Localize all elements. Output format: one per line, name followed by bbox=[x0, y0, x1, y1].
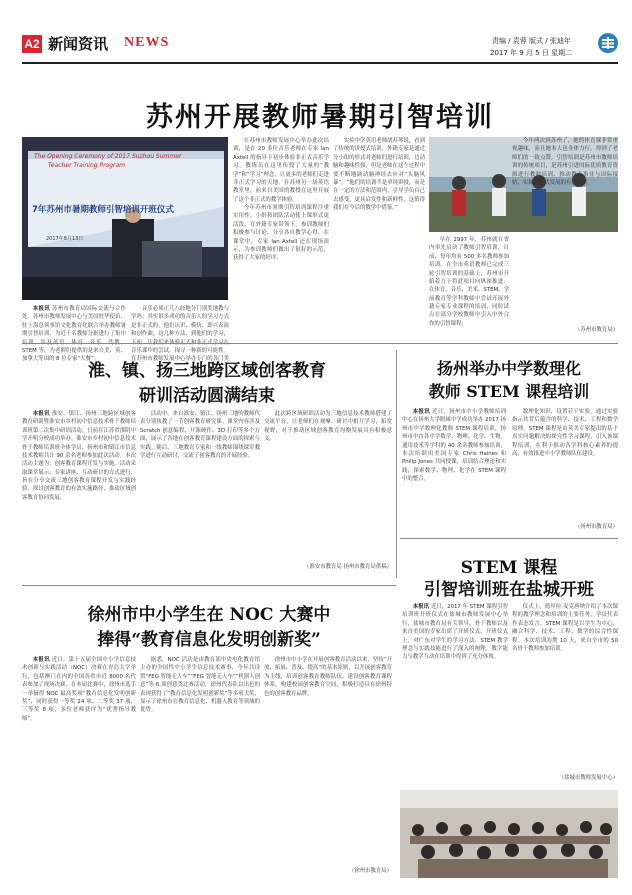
story4-title-line1: STEM 课程 bbox=[460, 558, 558, 578]
photo-banner-en2: Teacher Training Program bbox=[48, 162, 126, 169]
story4-lead: 本报讯 bbox=[412, 604, 430, 610]
story1-rule bbox=[22, 343, 618, 344]
page-number-badge: A2 bbox=[22, 35, 42, 53]
story5-col2: 据悉，NOC 活动是由教育部中央电化教育馆主办的全国性中小学生信息技术赛事，今年共设置“FEG 智能无人车”“FEG 智能无人车”“机器人创意”等 6 项创意类比赛活动，徐州代表队以出色的表现获得了“教育信息化发明创新奖”等多项大奖，显示了徐州市在教育信息化、机器人教育等领域的优势。 bbox=[140, 657, 260, 714]
story4-source: （盐城市教师发展中心） bbox=[558, 775, 618, 781]
story1-col4: 实验中学英语老师胡苏琴说，看到了传统的讲授式培训，外籍专家是通过分小组的形式对老师们进行培训，边动脑和趣味性强，但是老师在这个过程中要不断地调动脑神经去应对“头脑风暴”。“他们的培训不是单纯讲授，而是在一定的方法和范围内，引导学员自己去感受，更具启发性和新鲜性，这值得我们在今后的教学中借鉴。” bbox=[333, 138, 425, 211]
story4-photo bbox=[400, 790, 618, 878]
story4-title-line2: 引智培训班在盐城开班 bbox=[424, 580, 594, 600]
story1-col2: 音乐必须正儿八经地分门别类地教与学吗；其实很多成功的音乐人的学习方式是非正式的，他们认识、模仿、即兴表演和创作曲，这几种方法，到他们的学习， 音乐课中的尝试，探寻一种新的可能性。在苏州市教师发展中心举办专门的各门类 bbox=[131, 306, 229, 363]
story2-col2: 活动中，来自淮安、镇江、扬州三地的教师代表分别执教了一节创客教育研究课。课堂内容涉及 Scratch 创意编程、开源硬件、3D 打印等多个方面，展示了各地在创客教育课程建设方面的探索与实践。随后，三地教育专家和一线教师围绕课堂教学进行互动研讨，交流了创客教育的开展经验。 bbox=[140, 411, 260, 459]
story1-col3: 在苏州市教师发展中心举办此次培训，是在 20 多位音乐老师在专家 Ian Axtell 的指导下初步体验非正式音乐学习。教练员在这里传授了大量的“教学”和“学习”理念，让更多的老师们走进非正式学习的天地。在苏州另一场英语教室里，前来自美国的教授在这里开展了这个非正式的教学体验。 今年苏州市暑期引智培训课程注重实用性，小组和团队活动使上课形式更活泼，在外籍专家带领下，参训教师们积极参与讨论，分享各自教学心得。在课堂中，专家 Ian Axtell 还在现场演示，为参训教师们做出了很好的示范，获得了大家的好评。 bbox=[233, 138, 329, 262]
story5-rule bbox=[22, 585, 396, 586]
story2-lead: 本报讯 bbox=[32, 411, 50, 417]
story2-source: （淮安市教育局 扬州市教育局供稿） bbox=[304, 564, 392, 570]
story3-col2: 数理化知识，设置若干实验，通过实验指示其背后蕴含的科学、技术、工程和数学原理。STEM 课程是由英美专家提出的基于真实问题解决的探究性学习课程，引入该课程培训，在利于推动各学科核心素养的提高，有效推进中小学教师队伍建设。 bbox=[512, 409, 618, 457]
story5-col3: 徐州市中小学在开展创客教育活动以来，坚持“开放、拓展、普及、提高”的基本原则，以开展创客教育为主线，培训创客教育教师队伍，建设创客教育课程体系，构建校园创客教育空间，积极打造具有徐州特色的创客教育品牌。 bbox=[264, 657, 392, 697]
editor-line: 责编 / 袁蓉 版式 / 张迪年 bbox=[492, 37, 571, 45]
story2-col1: 本报讯 淮安、镇江、扬州三地跨区域创客教育研训暨淮安市乡村初中信息技术骨干教师培训班第二次集中研训活动，日前在江苏省淮阴中学开明分校成功举办。淮安市乡村初中信息技术骨干教师培训班全体学员、扬州市和镇江市信息技术教师共计 90 余名老师参加此次活动。本次活动主题为：创客教育课程开发与实施。活动采取课堂展示、专家讲座、互动研讨的方式进行，旨在分享交流三地创客教育课程开发与实践经验，探讨创客教育的有效实施路径，推动区域创客教育协同发展。 bbox=[22, 411, 136, 501]
newspaper-logo-icon bbox=[598, 33, 618, 53]
section-title-en: NEWS bbox=[124, 35, 170, 50]
date-line: 2017 年 9 月 5 日 星期二 bbox=[490, 49, 573, 57]
photo-banner-cn: 7年苏州市暑期教师引智培训开班仪式 bbox=[32, 205, 174, 215]
story2-title-line2: 研训活动圆满结束 bbox=[139, 386, 275, 406]
story1-col6: 今年两次到苏州了，她的体育课非常重视趣味，而且她本人也身体力行，得到了老师们的一致点赞。引智培训是苏州市教师培训的传统项目，是苏州引进国际优质教育资源进行教师培训、推动教育事业与国际接轨、实现跨越式发展的有效探索。 bbox=[512, 138, 618, 186]
story4-col2: 仪式上，德岸拉·麦克唐纳介绍了本次课程的教学理念和培训的主要任务，学员代表作表态发言。STEM 课程是以学生为中心，融合科学、技术、工程、数学的综合性课程。本次培训为期 10 天，来自全市的 50 名骨干教师参加培训。 bbox=[512, 604, 618, 652]
story1-lead: 本报讯 bbox=[32, 306, 50, 312]
story3-col1: 本报讯 近日，扬州市中小学教师培训中心在扬州大学附属中学成功举办 2017 扬州市中学数理化教师 STEM 课程培训，扬州市中直各中学数学、物理、化学、生物、通用技术等学科的 40 余名教师参加培训，本次培训由美国专家 Chris Haines 和 Philip Jones 共同授课，培训结合理论和实践，探索数学、物理、化学在 STEM 课程中的整合。 bbox=[402, 409, 506, 482]
story5-title-line2: 捧得“教育信息化发明创新奖” bbox=[97, 630, 321, 650]
story3-lead: 本报讯 bbox=[412, 409, 430, 415]
story5-source: （徐州市教育局） bbox=[348, 868, 392, 874]
story3-title-line2: 教师 STEM 课程培训 bbox=[428, 382, 590, 401]
photo-banner-en1: The Opening Ceremony of 2017 Suzhou Summer bbox=[34, 153, 182, 160]
story2-col3: 此次跨区域研训活动为三地信息技术教师搭建了交流平台，让老师们在观摩、研讨中相互学习，拓宽视野，对于推动区域创客教育均衡发展具有积极意义。 bbox=[264, 411, 392, 443]
story4-col1: 本报讯 近日，2017 年 STEM 课程引智培训班开班仪式在盐城市教师发展中心举行，盐城市教育局有关领导、骨干教师以及来自美国的专家出席了开班仪式。开班仪式上，对广东对学生的学习方法、STEM 教学理念与实践技能进行了深入的阐释，教学能力与教学互动在培训中得到了充分体现。 bbox=[402, 604, 508, 661]
story-divider-vertical bbox=[396, 350, 397, 578]
story1-source: （苏州市教育局） bbox=[574, 327, 618, 333]
story3-source: （扬州市教育局） bbox=[574, 524, 618, 530]
section-title-cn: 新闻资讯 bbox=[48, 35, 109, 53]
story2-title-line1: 淮、镇、扬三地跨区域创客教育 bbox=[88, 361, 326, 381]
story5-title-line1: 徐州市中小学生在 NOC 大赛中 bbox=[87, 605, 331, 625]
story3-title-line1: 扬州举办中学数理化 bbox=[436, 359, 581, 378]
header-rule bbox=[22, 62, 618, 64]
story1-photo bbox=[22, 137, 228, 300]
story1-title: 苏州开展教师暑期引智培训 bbox=[146, 102, 494, 133]
story3-rule bbox=[400, 538, 618, 539]
story5-lead: 本报讯 bbox=[32, 657, 50, 663]
photo-banner-date: 2017年8月13日 bbox=[46, 236, 84, 242]
story5-col1: 本报讯 近日，第十五届全国中小学信息技术创新与实践活动（NOC）决赛在青岛大学举行，包括澳门在内的全国各省市近 8000 名代表参加了现场决赛。在本届比赛中，徐州市选手一举摘得 NOC 最高奖项“教育信息化发明创新奖”，同时获得一等奖 24 项、二等奖 37 项、三等奖 8 项，多位老师获评为“优秀指导教师”。 bbox=[22, 657, 136, 722]
story1-col7: 早在 1997 年，苏州就在省内率先启动了教师引智培训，目前，每年均有 500 多名教师参加培训。在全市英语教师已完成三轮引智培训的基础上，苏州市开始着力于将此项目向纵深推进：在体育、音乐、美术、STEM、学前教育等学科教师中尝试开展外籍专家专业课程的培训，同时试点在部分学校教师中引入中外合作的引智课程。 bbox=[429, 237, 509, 327]
story1-col1: 本报讯 苏州市教育局国际交流与合作处、苏州市教师发展中心与美国驻华使馆、驻上海总领事馆文化教育化联合举办教师暑期引智培训，为近千名教师分批进行了集中 STEM 等，为老师们提供的是来自美、英、加拿大等国的 8 位专家“大餐”。 bbox=[22, 306, 126, 363]
